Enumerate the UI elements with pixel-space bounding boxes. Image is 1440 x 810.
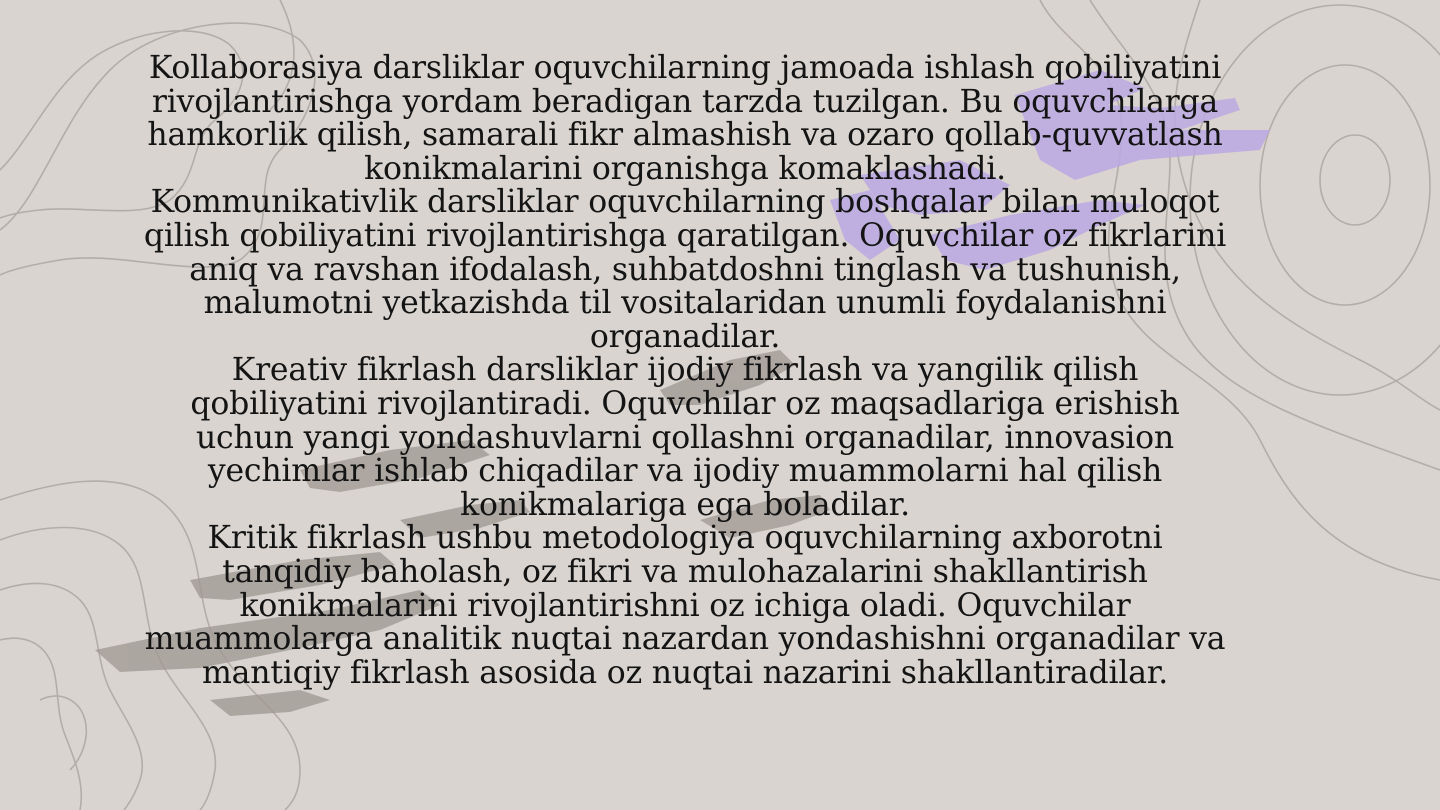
paragraph-kollaborasiya: Kollaborasiya darsliklar oquvchilarning jamoada ishlash qobiliyatini rivojlantirishga yordam beradigan tarzda tuzilgan. Bu oquvchilarga hamkorlik qilish, samarali fikr almashish va ozaro qollab-quvvatlash konikmalarini organishga komaklashadi. bbox=[147, 50, 1223, 187]
body-text bbox=[140, 52, 1230, 690]
paragraph-kreativ-fikrlash: Kreativ fikrlash darsliklar ijodiy fikrlash va yangilik qilish qobiliyatini rivojlantiradi. Oquvchilar oz maqsadlariga erishish uchun yangi yondashuvlarni qollashni organadilar, innovasion yechimlar ishlab chiqadilar va ijodiy muammolarni hal qilish konikmalariga ega boladilar. bbox=[190, 352, 1180, 523]
paragraph-kommunikativlik: Kommunikativlik darsliklar oquvchilarning boshqalar bilan muloqot qilish qobiliyatini rivojlantirishga qaratilgan. Oquvchilar oz fikrlarini aniq va ravshan ifodalash, suhbatdoshni tinglash va tushunish, malumotni yetkazishda til vositalaridan unumli foydalanishni organadilar. bbox=[143, 184, 1227, 355]
paragraph-kritik-fikrlash: Kritik fikrlash ushbu metodologiya oquvchilarning axborotni tanqidiy baholash, oz fikri va mulohazalarini shakllantirish konikmalarini rivojlantirishni oz ichiga oladi. Oquvchilar muammolarga analitik nuqtai nazardan yondashishni organadilar va mantiqiy fikrlash asosida oz nuqtai nazarini shakllantiradilar. bbox=[144, 520, 1226, 691]
